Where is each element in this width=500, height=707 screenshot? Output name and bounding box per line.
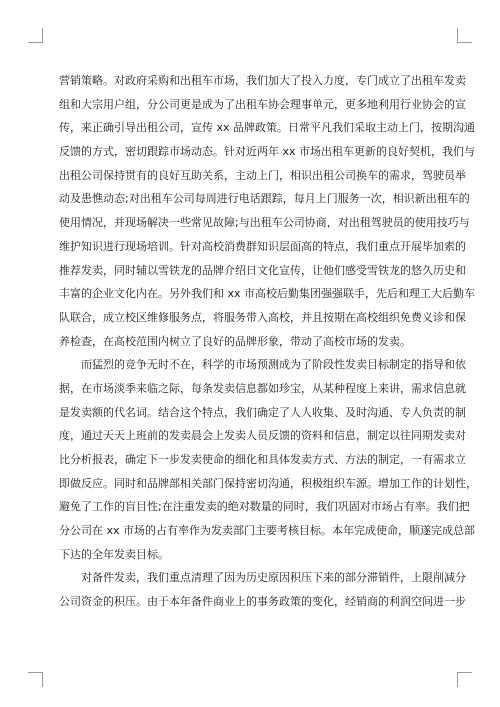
text-line: 比分析报表，确定下一步发卖使命的细化和具体发卖方式、方法的制定，一有需求立 — [59, 453, 466, 466]
text-line: 度，通过天天上班前的发卖晨会上发卖人员反馈的资料和信息，制定以往同期发卖对 — [59, 429, 466, 443]
text-line: 出租公司保持贯有的良好互助关系，主动上门，相识出租公司换车的需求，驾驶员举 — [59, 168, 466, 182]
paragraph — [59, 353, 477, 566]
text-line: 丰富的企业文化内在。另外我们和 xx 市高校后勤集团强强联手，先后和理工大后勤车 — [59, 287, 476, 301]
text-line: 动及患憔动态;对出租车公司每周进行电话跟踪，每月上门服务一次，相识新出租车的 — [59, 192, 470, 206]
text-line: 营销策略。对政府采购和出租车市场，我们加大了投入力度，专门成立了出租车发卖 — [59, 74, 466, 87]
text-line: 即做反应。同时和品牌部相关部门保持密切沟通，积极组织车源。增加工作的计划性， — [59, 476, 477, 490]
text-line: 养检查，在高校范围内树立了良好的品牌形象，带动了高校市场的发卖。 — [59, 334, 411, 348]
text-line: 反馈的方式，密切跟踪市场动态。针对近两年 xx 市场出租车更新的良好契机，我们与 — [59, 145, 476, 159]
text-line: 队联合，成立校区维修服务点，将服务带入高校，并且按期在高校组织免费义诊和保 — [59, 310, 466, 324]
text-line: 据，在市场淡季来临之际，每条发卖信息都如珍宝，从某种程度上来讲，需求信息就 — [59, 381, 466, 395]
text-line: 是发卖额的代名词。结合这个特点，我们确定了人人收集、及时沟通、专人负责的制 — [59, 405, 466, 419]
paragraph — [59, 566, 466, 613]
text-line: 推荐发卖，同时辅以雪铁龙的品牌介绍日文化宣传，让他们感受雪铁龙的悠久历史和 — [59, 263, 466, 277]
text-line: 下达的全年发卖目标。 — [59, 547, 169, 561]
text-line: 避免了工作的盲目性;在注重发卖的绝对数量的同时，我们巩固对市场占有率。我们把 — [59, 500, 470, 514]
crop-mark-bottom-left — [28, 672, 43, 687]
crop-mark-top-left — [28, 28, 43, 43]
paragraph — [59, 69, 476, 353]
text-line: 公司资金的积压。由于本年备件商业上的事务政策的变化，经销商的利润空间进一步 — [59, 595, 466, 609]
crop-mark-bottom-right — [457, 672, 472, 687]
text-line: 对备件发卖，我们重点清理了因为历史原因积压下来的部分滞销件，上限削减分 — [81, 571, 466, 585]
text-line: 维护知识进行现场培训。针对高校消费群知识层面高的特点，我们重点开展毕加索的 — [59, 239, 466, 253]
text-line: 而猛烈的竞争无时不在，科学的市场预测成为了阶段性发卖目标制定的指导和依 — [81, 358, 466, 372]
crop-mark-top-right — [457, 28, 472, 43]
text-line: 分公司在 xx 市场的占有率作为发卖部门主要考核目标。本年完成使命，顺遂完成总部 — [59, 524, 476, 538]
text-line: 传，来正确引导出租公司，宣传 xx 品牌政策。日常平凡我们采取主动上门，按期沟通 — [59, 121, 476, 135]
document-body — [59, 69, 477, 614]
text-line: 使用情况，并现场解决一些常见故障;与出租车公司协商，对出租驾驶员的使用技巧与 — [59, 216, 470, 230]
text-line: 组和大宗用户组，分公司更是成为了出租车协会理事单元，更多地利用行业协会的宣 — [59, 97, 466, 111]
